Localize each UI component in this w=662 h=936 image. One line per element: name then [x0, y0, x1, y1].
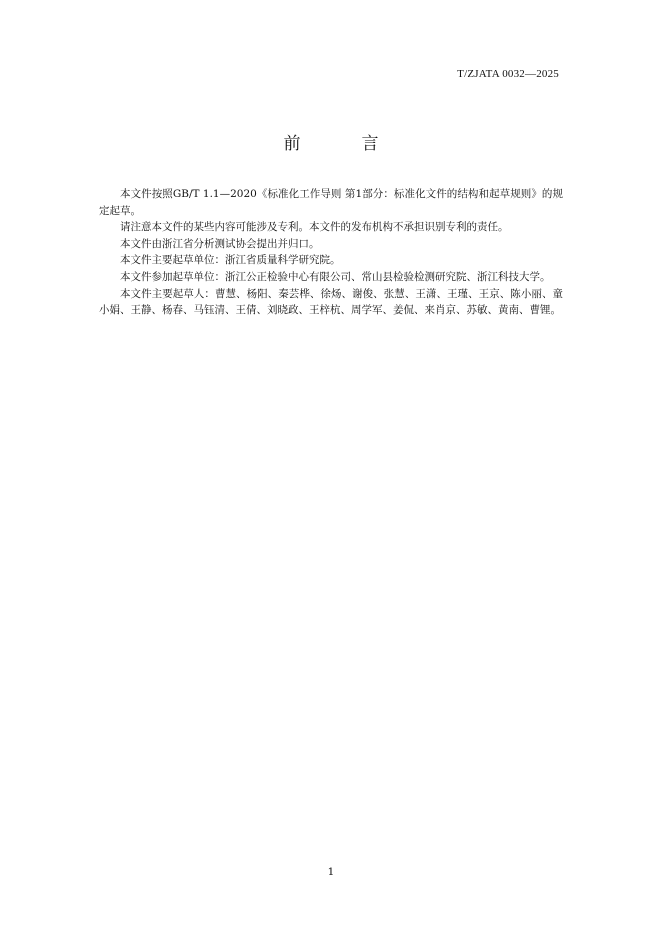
paragraph-proposer: 本文件由浙江省分析测试协会提出并归口。: [120, 237, 320, 250]
page-title: 前 言: [283, 134, 401, 154]
foreword-body: [99, 186, 563, 319]
paragraph-patent-notice: 请注意本文件的某些内容可能涉及专利。本文件的发布机构不承担识别专利的责任。: [120, 221, 509, 234]
page-number: 1: [327, 866, 335, 878]
paragraph-main-drafting-unit: 本文件主要起草单位：浙江省质量科学研究院。: [120, 254, 341, 267]
paragraph-participating-units: 本文件参加起草单位：浙江公正检验中心有限公司、常山县检验检测研究院、浙江科技大学。: [120, 270, 551, 283]
paragraph-main-drafters: 本文件主要起草人：曹慧、杨阳、秦芸桦、徐炀、谢俊、张慧、王潇、王瑾、王京、陈小丽、童小娟、王静、杨春、马钰清、王倩、刘晓政、王梓杭、周学军、姜侃、来肖京、苏敏、黄南、曹锂。: [99, 287, 563, 317]
standard-code: T/ZJATA 0032—2025: [457, 68, 559, 80]
paragraph-drafting-rules: 本文件按照GB/T 1.1—2020《标准化工作导则 第1部分：标准化文件的结构和起草规则》的规定起草。: [99, 188, 563, 217]
